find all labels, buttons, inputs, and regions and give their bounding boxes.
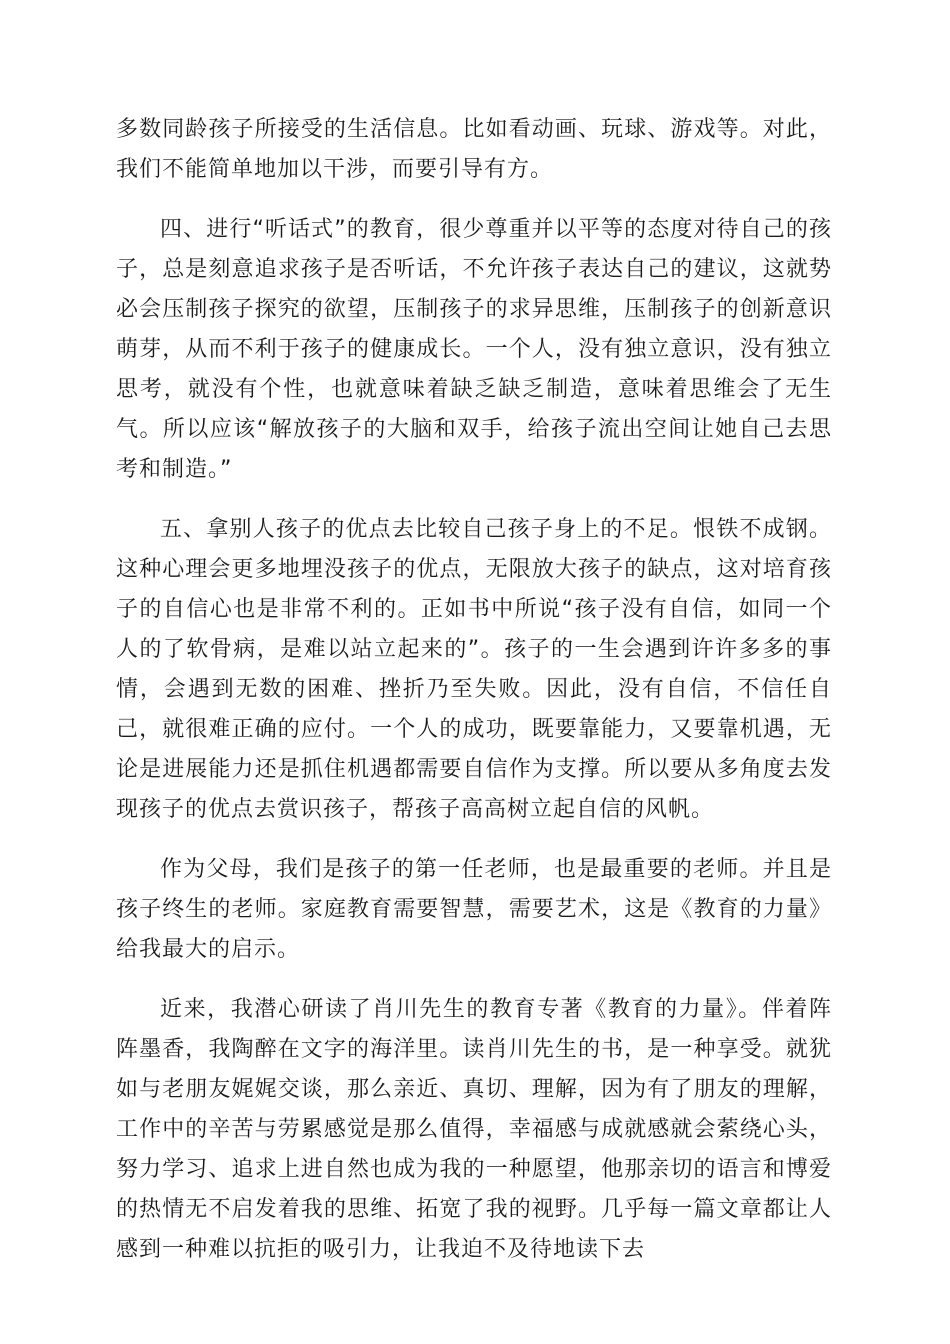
paragraph-1: 多数同龄孩子所接受的生活信息。比如看动画、玩球、游戏等。对此，我们不能简单地加以干涉，而要引导有方。 — [116, 117, 832, 182]
paragraph-4: 作为父母，我们是孩子的第一任老师，也是最重要的老师。并且是孩子终生的老师。家庭教育需要智慧，需要艺术，这是《教育的力量》给我最大的启示。 — [116, 857, 832, 962]
paragraph-5: 近来，我潜心研读了肖川先生的教育专著《教育的力量》。伴着阵阵墨香，我陶醉在文字的海洋里。读肖川先生的书，是一种享受。就犹如与老朋友娓娓交谈，那么亲近、真切、理解，因为有了朋友的理解，工作中的辛苦与劳累感觉是那么值得，幸福感与成就感就会萦绕心头，努力学习、追求上进自然也成为我的一种愿望，他那亲切的语言和博爱的热情无不启发着我的思维、拓宽了我的视野。几乎每一篇文章都让人感到一种难以抗拒的吸引力，让我迫不及待地读下去 — [116, 997, 832, 1262]
paragraph-3: 五、拿别人孩子的优点去比较自己孩子身上的不足。恨铁不成钢。这种心理会更多地埋没孩子的优点，无限放大孩子的缺点，这对培育孩子的自信心也是非常不利的。正如书中所说“孩子没有自信，如同一个人的了软骨病，是难以站立起来的”。孩子的一生会遇到许许多多的事情，会遇到无数的困难、挫折乃至失败。因此，没有自信，不信任自己，就很难正确的应付。一个人的成功，既要靠能力，又要靠机遇，无论是进展能力还是抓住机遇都需要自信作为支撑。所以要从多角度去发现孩子的优点去赏识孩子，帮孩子高高树立起自信的风帆。 — [116, 517, 832, 822]
paragraph-2: 四、进行“听话式”的教育，很少尊重并以平等的态度对待自己的孩子，总是刻意追求孩子是否听话，不允许孩子表达自己的建议，这就势必会压制孩子探究的欲望，压制孩子的求异思维，压制孩子的创新意识萌芽，从而不利于孩子的健康成长。一个人，没有独立意识，没有独立思考，就没有个性，也就意味着缺乏缺乏制造，意味着思维会了无生气。所以应该“解放孩子的大脑和双手，给孩子流出空间让她自己去思考和制造。” — [116, 217, 832, 482]
document-body — [116, 110, 832, 1290]
